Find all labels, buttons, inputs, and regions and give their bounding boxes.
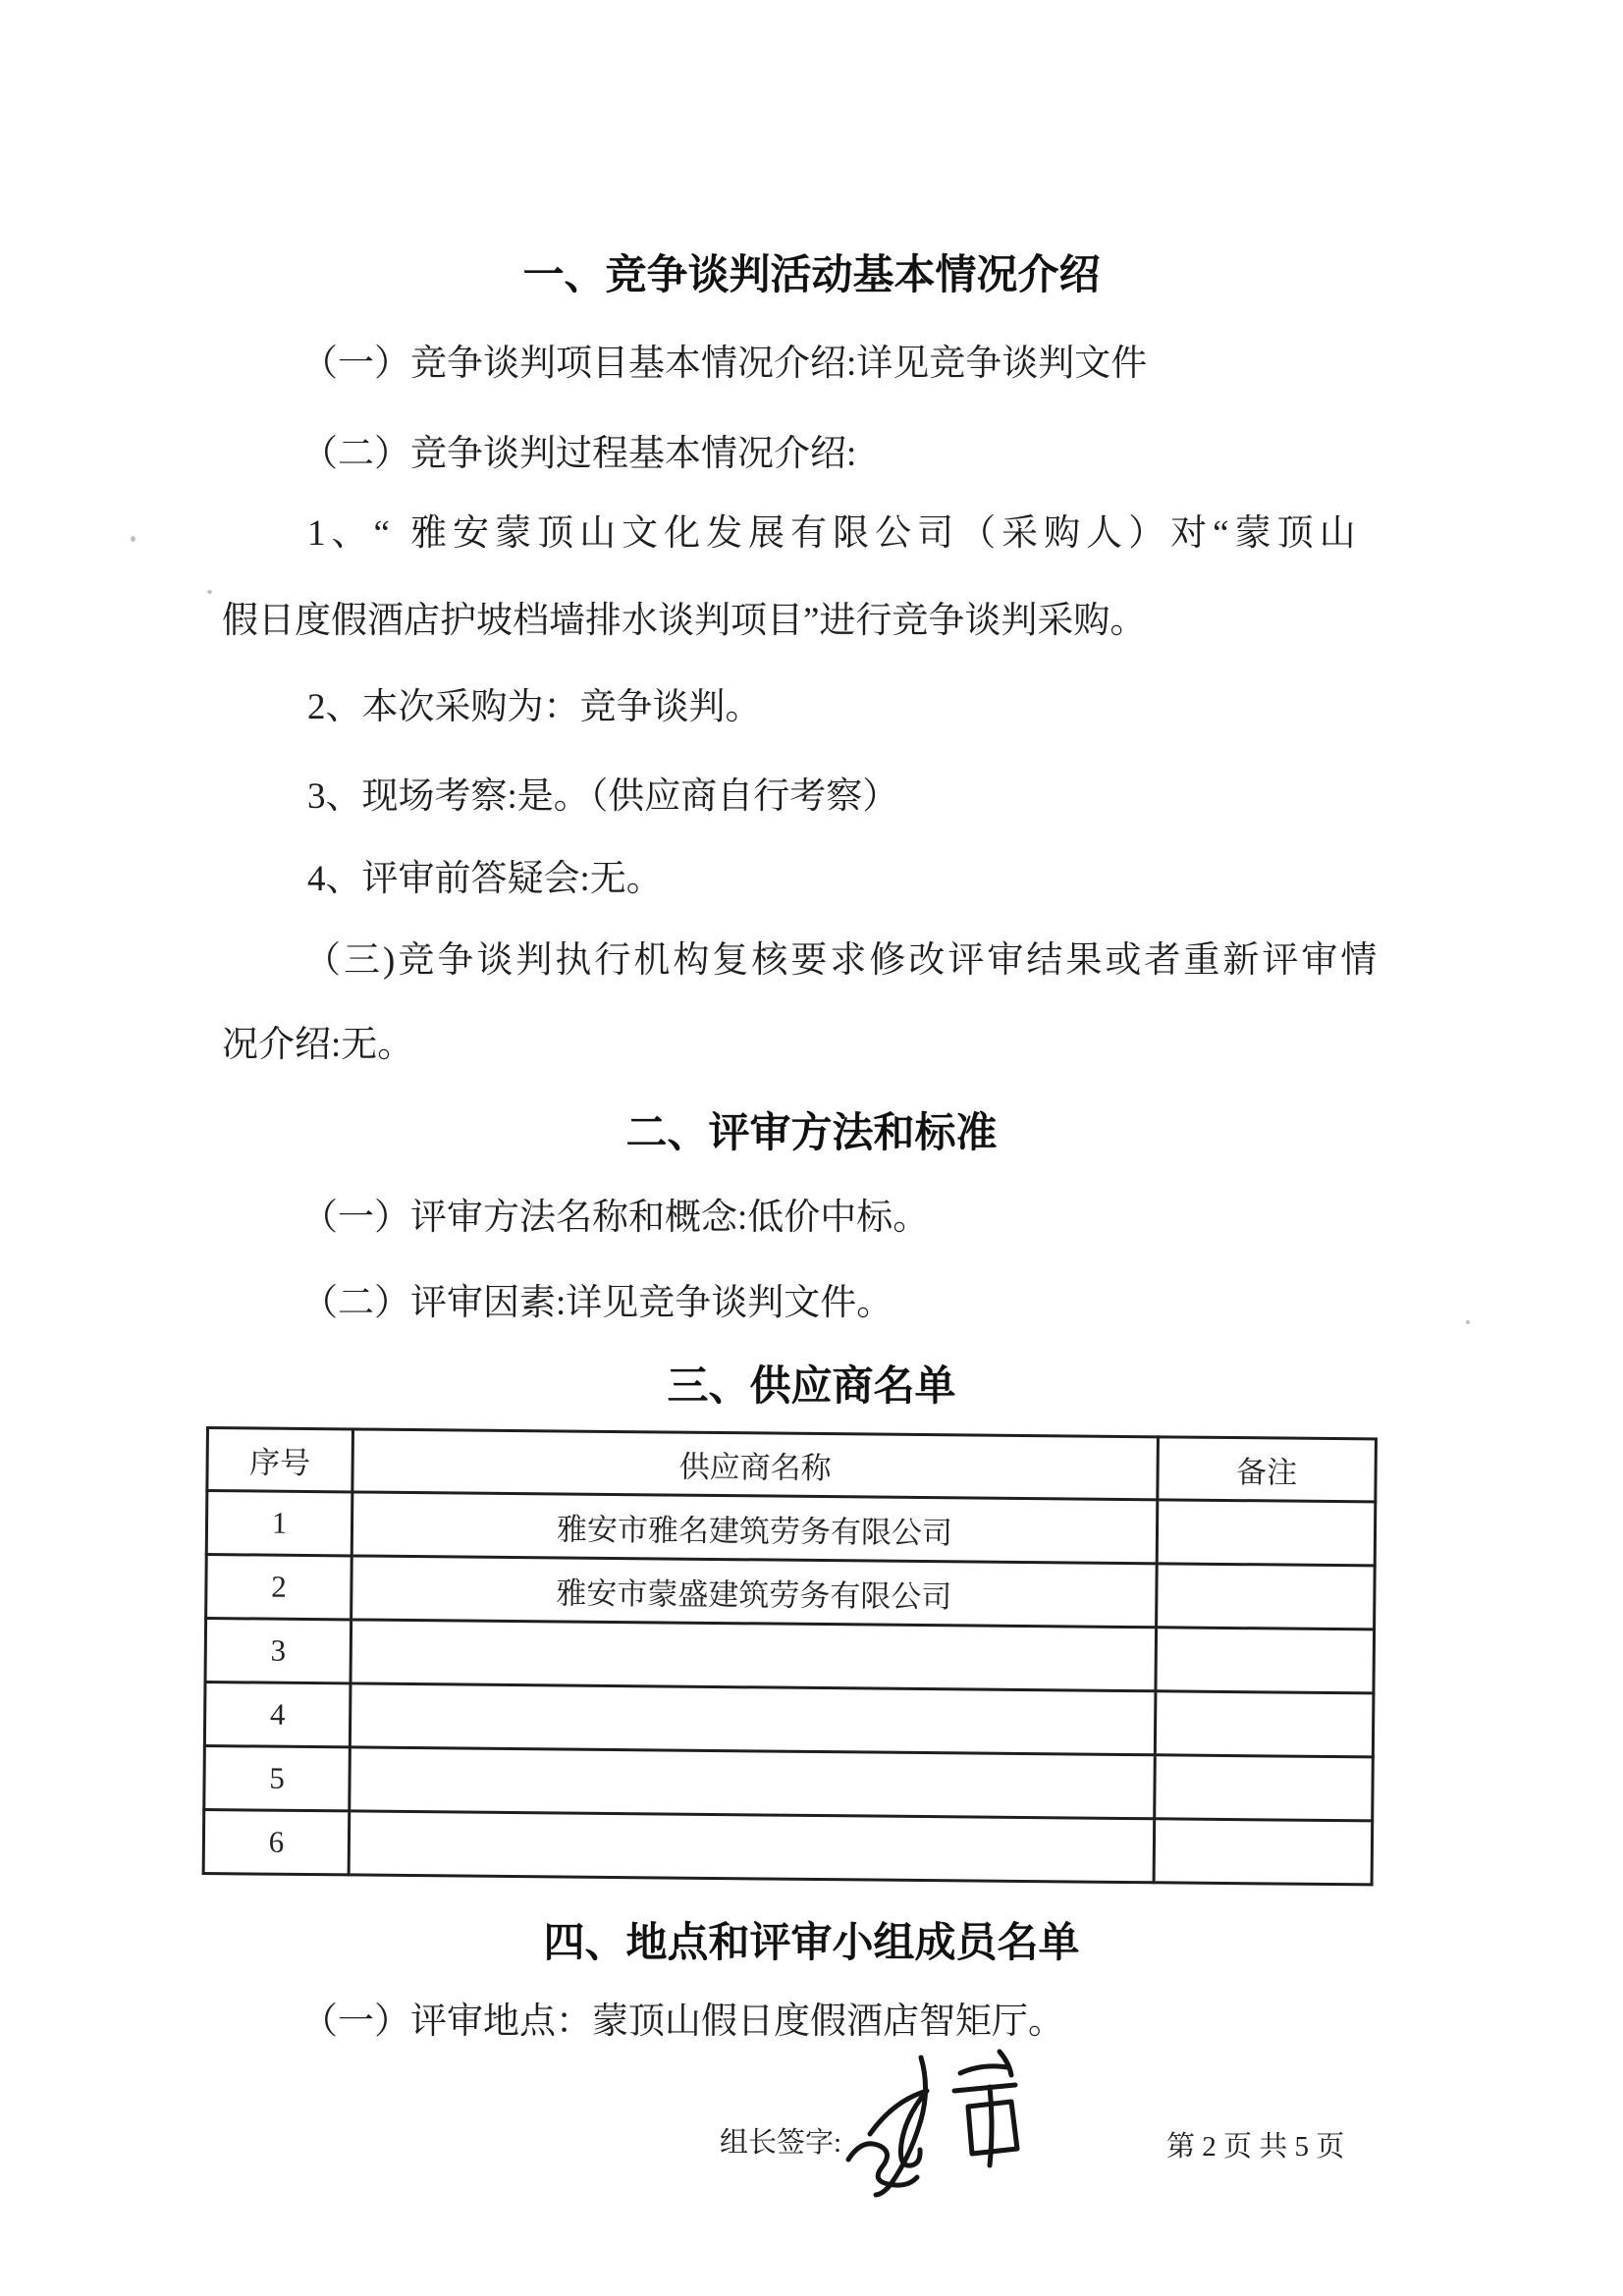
section-3-title: 三、供应商名单 bbox=[667, 1362, 956, 1409]
scan-speck bbox=[131, 536, 135, 542]
cell-no: 3 bbox=[205, 1619, 352, 1683]
cell-no: 2 bbox=[206, 1555, 352, 1620]
para-s4-p1: （一）评审地点：蒙顶山假日度假酒店智矩厅。 bbox=[301, 2002, 1064, 2042]
signature-label: 组长签字: bbox=[720, 2127, 842, 2159]
table-row bbox=[206, 1555, 1376, 1629]
para-s1-p2: （二）竞争谈判过程基本情况介绍: bbox=[301, 434, 857, 474]
cell-note bbox=[1154, 1819, 1373, 1885]
para-s1-p3-line2: 假日度假酒店护坡档墙排水谈判项目”进行竞争谈判采购。 bbox=[222, 601, 1147, 641]
section-2-title: 二、评审方法和标准 bbox=[625, 1109, 998, 1155]
cell-note bbox=[1156, 1628, 1375, 1693]
table-row bbox=[204, 1745, 1374, 1820]
page-number: 第 2 页 共 5 页 bbox=[1166, 2131, 1345, 2163]
table-row bbox=[203, 1809, 1373, 1884]
para-s1-p7-line2: 况介绍:无。 bbox=[222, 1025, 414, 1065]
para-s1-p6: 4、评审前答疑会:无。 bbox=[307, 859, 663, 899]
scan-speck bbox=[207, 590, 212, 594]
para-s1-p3-line1: 1、“ 雅安蒙顶山文化发展有限公司（采购人）对“蒙顶山 bbox=[307, 513, 1362, 554]
cell-no: 6 bbox=[203, 1809, 350, 1874]
cell-supplier-name: 雅安市蒙盛建筑劳务有限公司 bbox=[352, 1556, 1158, 1628]
col-header-no: 序号 bbox=[207, 1428, 353, 1492]
table-row bbox=[205, 1619, 1375, 1693]
cell-note bbox=[1155, 1691, 1374, 1757]
para-s1-p7-line1: （三)竞争谈判执行机构复核要求修改评审结果或者重新评审情 bbox=[304, 940, 1380, 981]
cell-supplier-name bbox=[349, 1811, 1155, 1883]
scan-speck bbox=[1466, 1320, 1470, 1324]
col-header-note: 备注 bbox=[1158, 1437, 1377, 1502]
cell-no: 1 bbox=[206, 1491, 352, 1556]
para-s2-p1: （一）评审方法名称和概念:低价中标。 bbox=[301, 1198, 930, 1238]
table-row bbox=[206, 1491, 1376, 1566]
supplier-table bbox=[202, 1426, 1375, 1886]
col-header-supplier-name: 供应商名称 bbox=[352, 1429, 1159, 1500]
signature-handwriting bbox=[837, 2044, 1051, 2213]
cell-supplier-name: 雅安市雅名建筑劳务有限公司 bbox=[352, 1492, 1158, 1564]
para-s2-p2: （二）评审因素:详见竞争谈判文件。 bbox=[301, 1283, 893, 1323]
cell-supplier-name bbox=[350, 1747, 1156, 1819]
cell-no: 5 bbox=[204, 1745, 351, 1810]
section-1-title: 一、竞争谈判活动基本情况介绍 bbox=[522, 251, 1101, 297]
section-4-title: 四、地点和评审小组成员名单 bbox=[543, 1919, 1080, 1965]
cell-note bbox=[1155, 1755, 1374, 1821]
cell-no: 4 bbox=[204, 1682, 351, 1747]
para-s1-p4: 2、本次采购为：竞争谈判。 bbox=[307, 687, 762, 727]
cell-supplier-name bbox=[350, 1683, 1156, 1755]
cell-supplier-name bbox=[351, 1620, 1157, 1691]
cell-note bbox=[1157, 1564, 1376, 1629]
para-s1-p1: （一）竞争谈判项目基本情况介绍:详见竞争谈判文件 bbox=[301, 344, 1148, 384]
table-header-row bbox=[207, 1428, 1377, 1502]
table-row bbox=[204, 1682, 1374, 1757]
para-s1-p5: 3、现场考察:是。（供应商自行考察） bbox=[307, 776, 899, 817]
cell-note bbox=[1157, 1500, 1376, 1566]
